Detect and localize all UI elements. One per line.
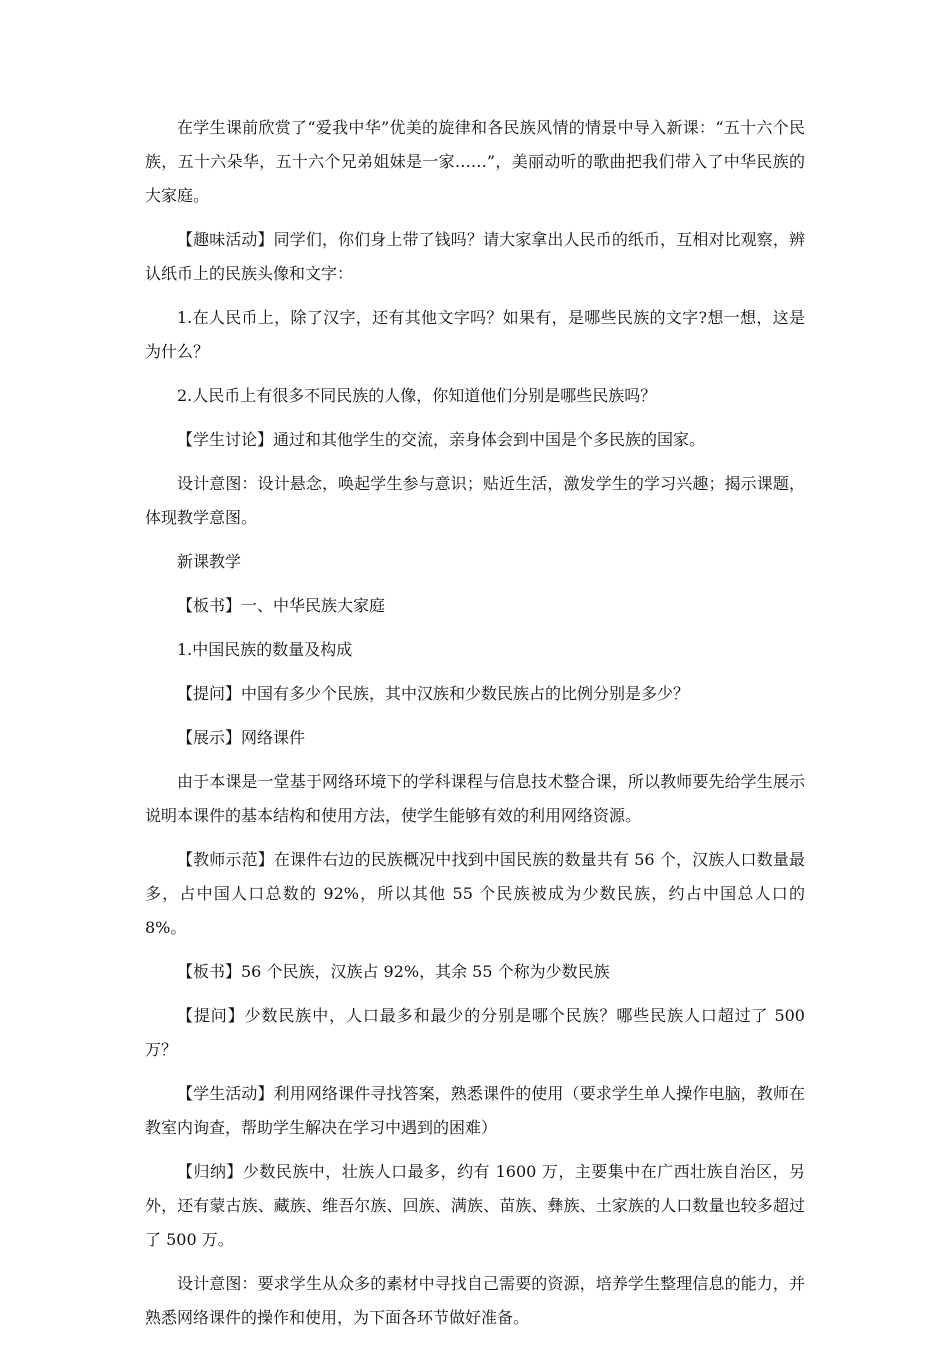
paragraph-question-4: 【提问】少数民族中，人口最多和最少的分别是哪个民族？哪些民族人口超过了 500 万？ <box>145 1006 805 1059</box>
paragraph-student-activity: 【学生活动】利用网络课件寻找答案，熟悉课件的使用（要求学生单人操作电脑，教师在教室内询查，帮助学生解决在学习中遇到的困难） <box>145 1084 805 1137</box>
paragraph-intro: 在学生课前欣赏了“爱我中华”优美的旋律和各民族风情的情景中导入新课：“五十六个民族，五十六朵华，五十六个兄弟姐妹是一家……”，美丽动听的歌曲把我们带入了中华民族的大家庭。 <box>145 118 805 205</box>
paragraph-section-1: 1.中国民族的数量及构成 <box>177 640 353 659</box>
paragraph-question-1: 1.在人民币上，除了汉字，还有其他文字吗？如果有，是哪些民族的文字?想一想，这是为什么？ <box>145 308 805 361</box>
paragraph-courseware-explain: 由于本课是一堂基于网络环境下的学科课程与信息技术整合课，所以教师要先给学生展示说明本课件的基本结构和使用方法，使学生能够有效的利用网络资源。 <box>145 772 805 825</box>
paragraph-board-1: 【板书】一、中华民族大家庭 <box>177 596 386 615</box>
paragraph-design-intent-1: 设计意图：设计悬念，唤起学生参与意识；贴近生活，激发学生的学习兴趣；揭示课题，体现教学意图。 <box>145 474 805 527</box>
paragraph-question-3: 【提问】中国有多少个民族，其中汉族和少数民族占的比例分别是多少？ <box>177 684 690 703</box>
paragraph-board-2: 【板书】56 个民族，汉族占 92%，其余 55 个称为少数民族 <box>177 962 610 981</box>
paragraph-fun-activity: 【趣味活动】同学们，你们身上带了钱吗？请大家拿出人民币的纸币，互相对比观察，辨认纸币上的民族头像和文字： <box>145 230 805 283</box>
paragraph-show: 【展示】网络课件 <box>177 728 306 747</box>
paragraph-summary: 【归纳】少数民族中，壮族人口最多，约有 1600 万，主要集中在广西壮族自治区，另外，还有蒙古族、藏族、维吾尔族、回族、满族、苗族、彝族、土家族的人口数量也较多超过了 500 万。 <box>145 1162 805 1249</box>
paragraph-design-intent-2: 设计意图：要求学生从众多的素材中寻找自己需要的资源，培养学生整理信息的能力，并熟悉网络课件的操作和使用，为下面各环节做好准备。 <box>145 1274 805 1327</box>
paragraph-teacher-demo: 【教师示范】在课件右边的民族概况中找到中国民族的数量共有 56 个，汉族人口数量最多，占中国人口总数的 92%，所以其他 55 个民族被成为少数民族，约占中国总人口的 8%。 <box>145 850 805 937</box>
paragraph-question-2: 2.人民币上有很多不同民族的人像，你知道他们分别是哪些民族吗？ <box>177 386 657 405</box>
document-page <box>145 111 805 1345</box>
paragraph-student-discussion: 【学生讨论】通过和其他学生的交流，亲身体会到中国是个多民族的国家。 <box>177 430 706 449</box>
paragraph-new-lesson: 新课教学 <box>177 552 242 571</box>
